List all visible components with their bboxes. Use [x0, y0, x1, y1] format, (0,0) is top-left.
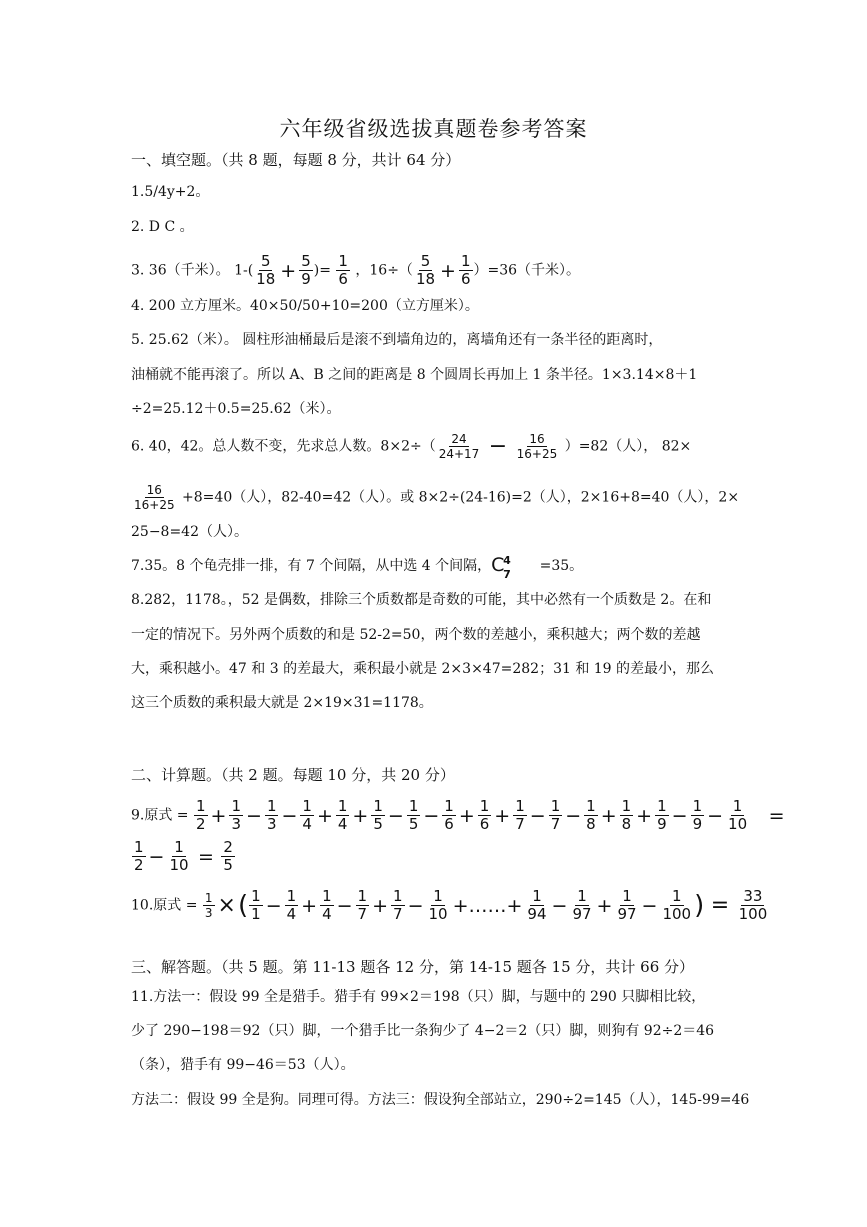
fraction: $\frac{1}{97}$: [617, 887, 637, 923]
fraction: $\frac{1}{4}$: [286, 887, 297, 923]
answer-9-line-2: [131, 840, 236, 873]
section-heading-fill-in: 一、填空题。（共 8 题，每题 8 分，共计 64 分）: [131, 151, 461, 169]
answer-5-line-3: ÷2=25.12＋0.5=25.62（米）。: [131, 401, 341, 417]
fraction: $\frac{1}{1}$: [251, 887, 261, 923]
answer-10-label: 10.原式 =: [131, 897, 198, 914]
fraction: $\frac{5}{18}$: [415, 252, 436, 288]
plus-sign: +: [301, 894, 318, 917]
fraction: $\frac{1}{3}$: [266, 797, 277, 833]
fraction: $\frac{1}{10}$: [728, 797, 748, 833]
fraction: $\frac{16}{16+25}$: [516, 432, 558, 461]
answer-3-text-a: 3. 36（千米）。 1-(: [131, 262, 254, 279]
answer-9-line-1: [131, 799, 787, 832]
minus-sign: −: [336, 894, 353, 917]
answer-6-line-2: [131, 484, 739, 511]
answer-10-series-a: [248, 887, 450, 923]
answer-6-line-3: 25−8=42（人）。: [131, 524, 248, 540]
fraction: $\frac{2}{5}$: [223, 838, 233, 874]
answer-8-line-3: 大，乘积越小。47 和 3 的差最大，乘积最小就是 2×3×47=282；31 和 19 的差最小，那么: [131, 661, 715, 677]
answer-2: 2. D C 。: [131, 219, 194, 235]
ellipsis: +……+: [452, 894, 523, 917]
answer-11-line-2: 少了 290−198＝92（只）脚，一个猎手比一条狗少了 4−2＝2（只）脚，则狗有 92÷2＝46: [131, 1023, 715, 1039]
section-heading-word-problems: 三、解答题。（共 5 题。第 11-13 题各 12 分，第 14-15 题各 15 分，共计 66 分）: [131, 958, 695, 976]
right-parenthesis: ): [694, 890, 705, 921]
answer-1: 1.5/4y+2。: [131, 184, 210, 200]
equals-sign: =: [198, 845, 214, 868]
answer-3: [131, 254, 580, 287]
fraction: $\frac{1}{94}$: [527, 887, 547, 923]
plus-sign: +: [494, 804, 511, 827]
answer-8-line-2: 一定的情况下。另外两个质数的和是 52-2=50，两个数的差越小，乘积越大；两个数的差越: [131, 627, 701, 643]
answer-3-text-b: )=: [313, 262, 331, 279]
fraction: $\frac{5}{9}$: [301, 252, 311, 288]
fraction: $\frac{1}{4}$: [337, 797, 348, 833]
minus-sign: −: [407, 894, 424, 917]
answer-10-series-b: [524, 887, 694, 923]
fraction: $\frac{33}{100}$: [738, 887, 768, 923]
plus-sign: +: [210, 804, 227, 827]
answer-7-text-b: =35。: [539, 558, 584, 574]
fraction: $\frac{1}{3}$: [231, 797, 242, 833]
plus-sign: +: [440, 259, 456, 282]
answer-11-line-3: （条），猎手有 99−46＝53（人）。: [131, 1057, 355, 1073]
plus-sign: +: [372, 894, 389, 917]
fraction: $\frac{1}{10}$: [428, 887, 448, 923]
plus-sign: +: [352, 804, 369, 827]
fraction: $\frac{1}{2}$: [196, 797, 206, 833]
answer-8-line-1: 8.282，1178。，52 是偶数，排除三个质数都是奇数的可能，其中必然有一个质数是 2。在和: [131, 592, 712, 608]
minus-sign: −: [387, 804, 404, 827]
minus-sign: −: [707, 804, 724, 827]
minus-sign: −: [529, 804, 546, 827]
answer-8-line-4: 这三个质数的乘积最大就是 2×19×31=1178。: [131, 695, 433, 711]
equals-sign: =: [768, 804, 785, 827]
fraction: $\frac{1}{6}$: [460, 252, 471, 288]
fraction: $\frac{1}{5}$: [373, 797, 383, 833]
fraction: $\frac{1}{5}$: [408, 797, 419, 833]
fraction: $\frac{5}{18}$: [256, 252, 276, 288]
answer-3-text-d: ）=36（千米）。: [473, 262, 581, 279]
answer-10: [131, 889, 770, 922]
plus-sign: +: [316, 804, 333, 827]
minus-sign: −: [551, 894, 568, 917]
fraction: $\frac{1}{10}$: [169, 838, 189, 874]
minus-sign: −: [565, 804, 582, 827]
answer-6-text-a: 6. 40，42。总人数不变，先求总人数。8×2÷（: [131, 438, 436, 455]
fraction: $\frac{1}{7}$: [550, 797, 561, 833]
answer-6-text-c: +8=40（人），82-40=42（人）。或 8×2÷(24-16)=2（人），2×16+8=40（人），2×: [182, 489, 740, 506]
minus-sign: −: [641, 894, 658, 917]
answer-7: [131, 554, 584, 581]
plus-sign: +: [636, 804, 653, 827]
answer-5-line-2: 油桶就不能再滚了。所以 A、B 之间的距离是 8 个圆周长再加上 1 条半径。1×3.14×8＋1: [131, 367, 698, 383]
minus-sign: −: [281, 804, 298, 827]
answer-11-line-1: 11.方法一：假设 99 全是猎手。猎手有 99×2＝198（只）脚，与题中的 290 只脚相比较，: [131, 989, 706, 1005]
plus-sign: +: [280, 259, 297, 282]
fraction: $\frac{1}{3}$: [204, 891, 213, 920]
plus-sign: +: [600, 804, 617, 827]
minus-sign: −: [671, 804, 688, 827]
plus-sign: +: [596, 894, 613, 917]
plus-sign: +: [458, 804, 475, 827]
answer-9-series: [193, 797, 750, 833]
answer-5-line-1: 5. 25.62（米）。 圆柱形油桶最后是滚不到墙角边的，离墙角还有一条半径的距离时，: [131, 332, 663, 348]
fraction: $\frac{1}{9}$: [692, 797, 703, 833]
minus-sign: −: [148, 845, 165, 868]
fraction: $\frac{1}{2}$: [134, 838, 144, 874]
fraction: $\frac{1}{8}$: [586, 797, 596, 833]
fraction: $\frac{1}{4}$: [302, 797, 312, 833]
equals-sign: =: [710, 892, 730, 918]
fraction: $\frac{1}{4}$: [322, 887, 332, 923]
fraction: $\frac{1}{8}$: [621, 797, 632, 833]
times-sign: ×: [217, 892, 236, 918]
answer-4: 4. 200 立方厘米。40×50/50+10=200（立方厘米）。: [131, 298, 479, 314]
minus-sign: −: [488, 433, 508, 459]
left-parenthesis: (: [237, 890, 249, 921]
fraction: $\frac{1}{7}$: [357, 887, 368, 923]
answer-6-line-1: [131, 433, 691, 460]
fraction: $\frac{24}{24+17}$: [438, 432, 480, 461]
answer-9-label: 9.原式 =: [131, 807, 189, 824]
answer-7-text-a: 7.35。8 个龟壳排一排，有 7 个间隔，从中选 4 个间隔，: [131, 558, 492, 574]
page-title: 六年级省级选拔真题卷参考答案: [279, 117, 588, 141]
answer-6-text-b: ）=82（人）， 82×: [564, 438, 692, 455]
fraction: $\frac{1}{6}$: [479, 797, 490, 833]
fraction: $\frac{1}{7}$: [393, 887, 403, 923]
fraction: $\frac{1}{6}$: [444, 797, 454, 833]
minus-sign: −: [423, 804, 440, 827]
fraction: $\frac{1}{97}$: [572, 887, 592, 923]
minus-sign: −: [265, 894, 282, 917]
answer-11-line-4: 方法二：假设 99 全是狗。同理可得。方法三：假设狗全部站立，290÷2=145（人），145-99=46: [131, 1092, 750, 1108]
answer-3-text-c: ，16÷（: [355, 262, 413, 279]
section-heading-calculation: 二、计算题。（共 2 题。每题 10 分，共 20 分）: [131, 766, 455, 784]
fraction: $\frac{16}{16+25}$: [134, 483, 175, 512]
combination-symbol: C 4 7: [491, 554, 511, 581]
fraction: $\frac{1}{6}$: [338, 252, 348, 288]
fraction: $\frac{1}{100}$: [662, 887, 692, 923]
fraction: $\frac{1}{9}$: [657, 797, 667, 833]
minus-sign: −: [246, 804, 262, 827]
fraction: $\frac{1}{7}$: [515, 797, 525, 833]
